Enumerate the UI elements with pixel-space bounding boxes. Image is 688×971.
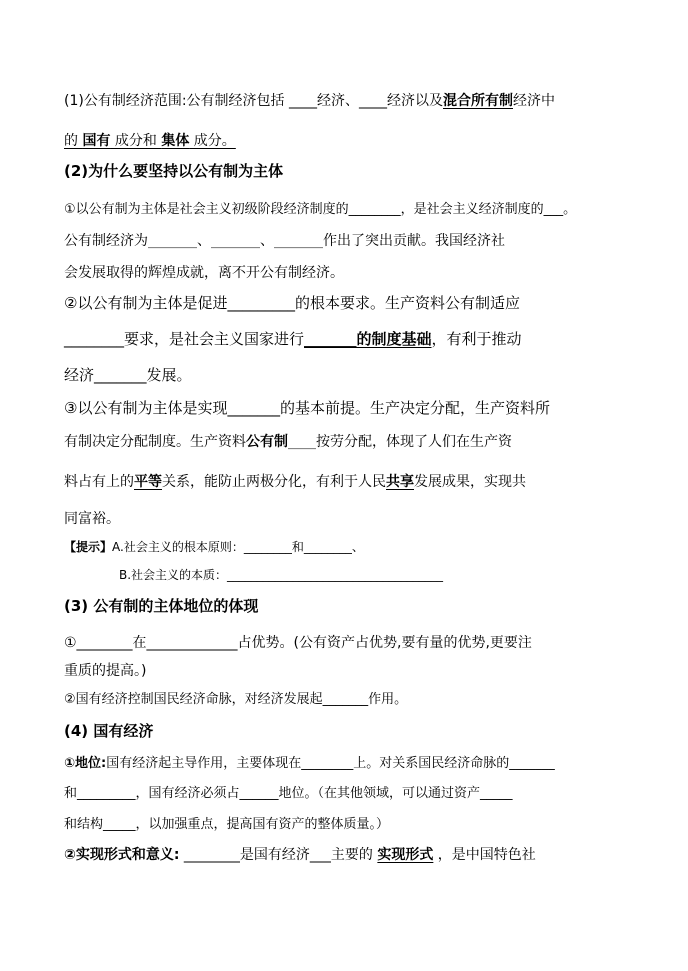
section-heading-2: (2)为什么要坚持以公有制为主体 bbox=[64, 162, 284, 180]
status-line-3: 和结构_____，以加强重点，提高国有资产的整体质量。） bbox=[64, 817, 390, 832]
para-8c: ____按劳分配，体现了人们在生产资 bbox=[288, 434, 512, 450]
para-2: 公有制经济为_______、_______、_______作出了突出贡献。我国经济社 bbox=[64, 233, 505, 249]
institutional-basis-term: _______的制度基础 bbox=[304, 330, 432, 348]
status-line bbox=[64, 752, 555, 771]
para-8a: 有制决定分配制度。生产资料 bbox=[64, 434, 246, 450]
mixed-ownership-term: 混合所有制 bbox=[443, 93, 513, 109]
status-text: 国有经济起主导作用，主要体现在________上。对关系国民经济命脉的_______ bbox=[106, 756, 555, 771]
scope-text-2a: 的 bbox=[64, 133, 83, 149]
scope-text-2c: 成分和 bbox=[110, 133, 162, 149]
para-5a: ________要求，是社会主义国家进行 bbox=[64, 330, 305, 348]
realization-form-term: 实现形式 bbox=[377, 847, 434, 863]
point-1-cont: 重质的提高。) bbox=[64, 663, 147, 679]
form-line bbox=[64, 844, 536, 864]
status-label: ①地位: bbox=[64, 756, 107, 771]
point-1: ①________在_____________占优势。(公有资产占优势,要有量的优势,更要注 bbox=[64, 635, 532, 651]
scope-line-2 bbox=[64, 130, 236, 150]
para-9c: 关系，能防止两极分化，有利于人民 bbox=[162, 474, 386, 490]
section-heading-4: (4) 国有经济 bbox=[64, 722, 154, 740]
point-2: ②国有经济控制国民经济命脉，对经济发展起_______作用。 bbox=[64, 692, 408, 707]
para-5 bbox=[64, 328, 522, 349]
para-7: ③以公有制为主体是实现_______的基本前提。生产决定分配，生产资料所 bbox=[64, 399, 550, 417]
form-text-end: ，是中国特色社 bbox=[433, 847, 536, 863]
tip-a-text: A.社会主义的根本原则：________和________、 bbox=[112, 540, 364, 554]
tip-line-a bbox=[64, 538, 364, 555]
tip-line-b: B.社会主义的本质：____________________________________ bbox=[119, 568, 444, 582]
tip-tag: 【提示】 bbox=[64, 540, 113, 554]
state-owned-term: 国有 bbox=[82, 133, 111, 149]
equality-term: 平等 bbox=[134, 474, 162, 490]
form-text: ________是国有经济___主要的 bbox=[179, 847, 378, 863]
public-ownership-term: 公有制 bbox=[246, 434, 288, 450]
para-9e: 发展成果，实现共 bbox=[414, 474, 526, 490]
para-6: 经济_______发展。 bbox=[64, 366, 192, 384]
sharing-term: 共享 bbox=[386, 474, 414, 490]
para-8 bbox=[64, 431, 512, 451]
para-10: 同富裕。 bbox=[64, 511, 120, 527]
status-line-2: 和_________，国有经济必须占______地位。（在其他领域，可以通过资产_____ bbox=[64, 786, 513, 801]
scope-line bbox=[64, 90, 555, 110]
collective-term: 集体 bbox=[161, 133, 190, 149]
para-9a: 料占有上的 bbox=[64, 474, 134, 490]
para-3: 会发展取得的辉煌成就，离不开公有制经济。 bbox=[64, 265, 344, 281]
para-1: ①以公有制为主体是社会主义初级阶段经济制度的________，是社会主义经济制度的___。 bbox=[64, 202, 577, 217]
para-4: ②以公有制为主体是促进_________的根本要求。生产资料公有制适应 bbox=[64, 294, 520, 312]
para-9 bbox=[64, 471, 526, 491]
scope-text-2e: 成分。 bbox=[189, 133, 236, 149]
para-5c: ，有利于推动 bbox=[431, 330, 522, 348]
scope-text-end: 经济中 bbox=[513, 93, 555, 109]
scope-text: (1)公有制经济范围:公有制经济包括 ____经济、____经济以及 bbox=[64, 93, 443, 109]
form-label: ②实现形式和意义: bbox=[64, 847, 180, 863]
section-heading-3: (3) 公有制的主体地位的体现 bbox=[64, 597, 259, 615]
